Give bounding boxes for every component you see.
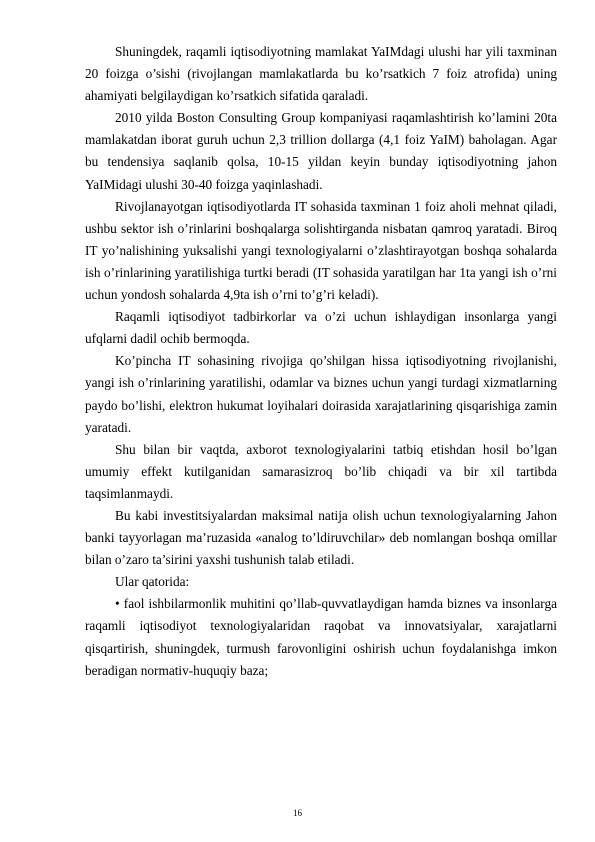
paragraph-8: Ular qatorida: — [115, 574, 190, 590]
paragraph-7: Bu kabi investitsiyalardan maksimal natija olish uchun texnologiyalarning Jahon banki tayyorlagan ma’ruzasida «analog to’ldiruvchilar» deb nomlangan boshqa omillar bilan o’zaro ta’sirini yaxshi tushunish talab etiladi. — [85, 507, 557, 568]
paragraph-5: Ko’pincha IT sohasining rivojiga qo’shilgan hissa iqtisodiyotning rivojlanishi, yangi ish o’rinlarining yaratilishi, odamlar va biznes uchun yangi turdagi xizmatlarning paydo bo’lishi, elektron hukumat loyihalari doirasida xarajatlarining qisqarishiga zamin yaratadi. — [85, 353, 557, 435]
document-body — [85, 41, 557, 682]
paragraph-3: Rivojlanayotgan iqtisodiyotlarda IT sohasida taxminan 1 foiz aholi mehnat qiladi, ushbu sektor ish o’rinlarini boshqalarga solishtirganda nisbatan qamroq yaratadi. Biroq IT yo’nalishining yuksalishi yangi texnologiyalarni o’zlashtirayotgan boshqa sohalarda ish o’rinlarining yaratilishiga turtki beradi (IT sohasida yaratilgan har 1ta yangi ish o’rni uchun yondosh sohalarda 4,9ta ish o’rni to’g’ri keladi). — [85, 198, 557, 303]
page-number: 16 — [293, 808, 302, 818]
paragraph-1: Shuningdek, raqamli iqtisodiyotning mamlakat YaIMdagi ulushi har yili taxminan 20 foizga o’sishi (rivojlangan mamlakatlarda bu ko’rsatkich 7 foiz atrofida) uning ahamiyati belgilaydigan ko’rsatkich sifatida qaraladi. — [85, 44, 557, 104]
paragraph-2: 2010 yilda Boston Consulting Group kompaniyasi raqamlashtirish ko’lamini 20ta mamlakatdan iborat guruh uchun 2,3 trillion dollarga (4,1 foiz YaIM) baholagan. Agar bu tendensiya saqlanib qolsa, 10-15 yildan keyin bunday iqtisodiyotning jahon YaIMidagi ulushi 30-40 foizga yaqinlashadi. — [85, 110, 557, 192]
bullet-item-1: • faol ishbilarmonlik muhitini qo’llab-quvvatlaydigan hamda biznes va insonlarga raqamli iqtisodiyot texnologiyalaridan raqobat va innovatsiyalar, xarajatlarni qisqartirish, shuningdek, turmush farovonligini oshirish uchun foydalanishga imkon beradigan normativ-huquqiy baza; — [85, 596, 557, 678]
paragraph-6: Shu bilan bir vaqtda, axborot texnologiyalarini tatbiq etishdan hosil bo’lgan umumiy effekt kutilganidan samarasizroq bo’lib chiqadi va bir xil tartibda taqsimlanmaydi. — [85, 441, 557, 501]
paragraph-4: Raqamli iqtisodiyot tadbirkorlar va o’zi uchun ishlaydigan insonlarga yangi ufqlarni dadil ochib bermoqda. — [85, 309, 557, 347]
